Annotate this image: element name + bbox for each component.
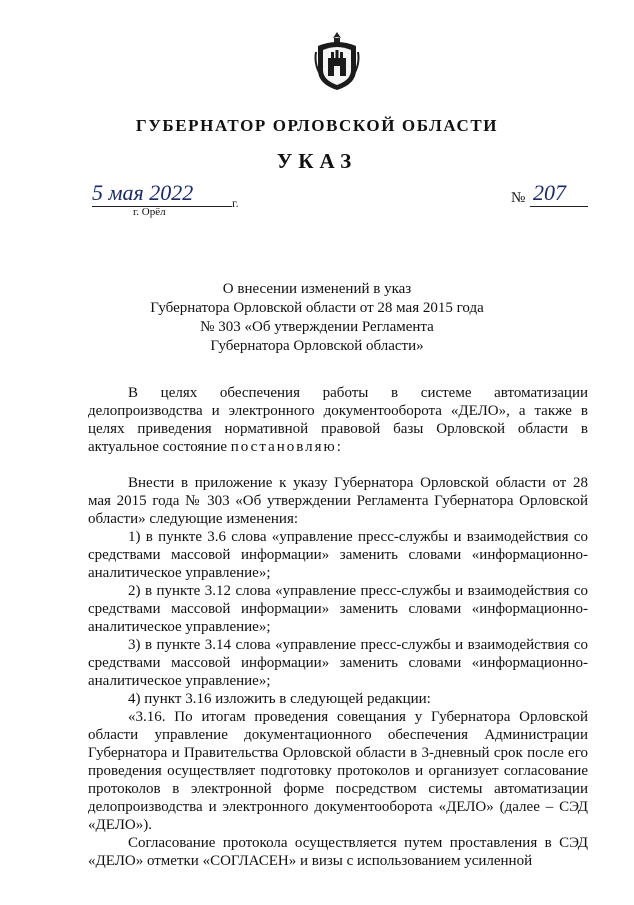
amendment-item-2: 2) в пункте 3.12 слова «управление пресс-службы и взаимодействия со средствами массовой информации» заменить словами «информационно-аналитическое управление»;: [88, 583, 588, 635]
preamble-text: В целях обеспечения работы в системе автоматизации делопроизводства и электронного документооборота «ДЕЛО», а также в целях приведения нормативной правовой базы Орловской области в актуальное состояние: [88, 385, 588, 455]
subject-line: Губернатора Орловской области от 28 мая 2015 года: [150, 300, 484, 316]
quoted-clause-paragraph: Согласование протокола осуществляется путем проставления в СЭД «ДЕЛО» отметки «СОГЛАСЕН» и визы с использованием усиленной: [88, 835, 588, 869]
intro-paragraph: Внести в приложение к указу Губернатора Орловской области от 28 мая 2015 года № 303 «Об утверждении Регламента Губернатора Орловской области» следующие изменения:: [88, 475, 588, 527]
amendment-item-4: 4) пункт 3.16 изложить в следующей редакции:: [128, 691, 431, 707]
decree-word: постановляю:: [230, 439, 343, 455]
subject-line: Губернатора Орловской области»: [210, 338, 424, 354]
paragraph-gap: [88, 456, 588, 474]
document-type-title: УКАЗ: [276, 149, 358, 173]
document-body: [88, 384, 588, 870]
date-suffix: г.: [232, 196, 239, 210]
handwritten-number: 207: [533, 180, 566, 205]
subject-line: № 303 «Об утверждении Регламента: [200, 319, 434, 335]
issuing-authority-title: ГУБЕРНАТОР ОРЛОВСКОЙ ОБЛАСТИ: [135, 116, 499, 135]
coat-of-arms-emblem: [314, 30, 360, 92]
quoted-clause-paragraph: «3.16. По итогам проведения совещания у Губернатора Орловской области управление документационного обеспечения Администрации Губернатора и Правительства Орловской области в 3-дневный срок после его проведения осуществляет подготовку протоколов и организует согласование протоколов в электронной форме посредством системы автоматизации делопроизводства и электронного документооборота «ДЕЛО» (далее – СЭД «ДЕЛО»).: [88, 709, 588, 833]
handwritten-date: 5 мая 2022: [92, 180, 194, 205]
document-subject: [150, 280, 484, 356]
amendment-item-3: 3) в пункте 3.14 слова «управление пресс-службы и взаимодействия со средствами массовой информации» заменить словами «информационно-аналитическое управление»;: [88, 637, 588, 689]
number-underline: [530, 206, 588, 207]
amendment-item-1: 1) в пункте 3.6 слова «управление пресс-службы и взаимодействия со средствами массовой информации» заменить словами «информационно-аналитическое управление»;: [88, 529, 588, 581]
number-label: №: [511, 190, 526, 206]
preamble-paragraph: [88, 384, 588, 456]
issue-city: г. Орёл: [133, 206, 166, 218]
subject-line: О внесении изменений в указ: [222, 281, 412, 297]
